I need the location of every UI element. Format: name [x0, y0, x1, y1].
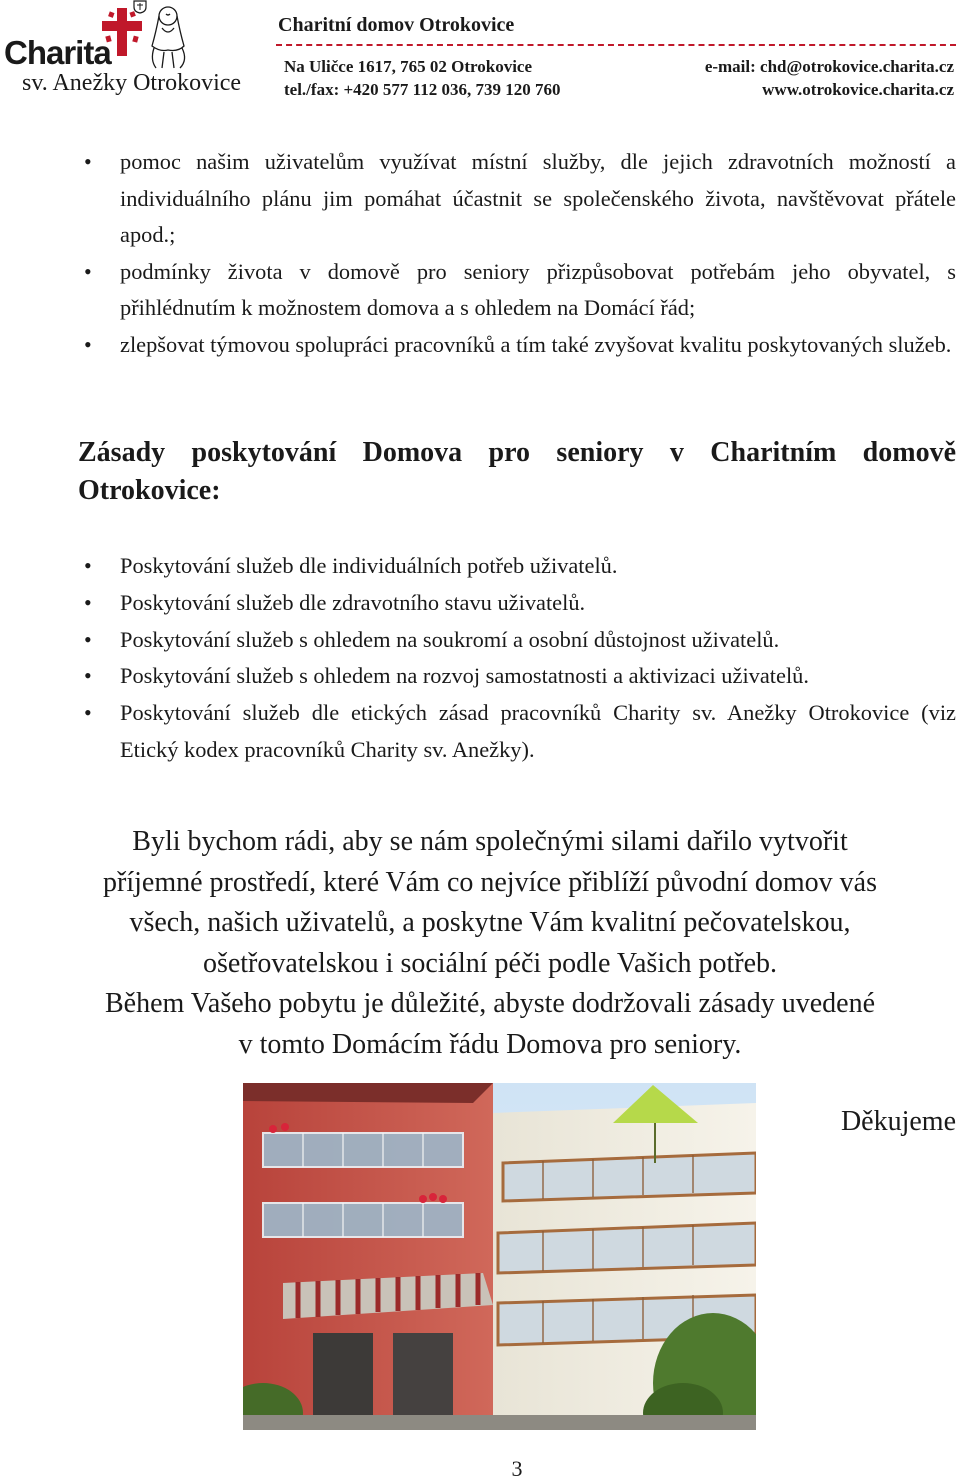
closing-line: Během Vašeho pobytu je důležité, abyste dodržovali zásady uvedené [104, 988, 875, 1019]
principles-list [80, 548, 956, 769]
thank-you: Děkujeme [840, 1106, 956, 1137]
closing-line: ošetřovatelskou i sociální péči podle Vašich potřeb. [202, 947, 778, 979]
closing-line: příjemné prostředí, které Vám co nejvíce přiblíží původní domov vás [103, 866, 877, 898]
bullet-icon: • [84, 258, 92, 284]
bullet-icon: • [84, 553, 92, 578]
closing-line: v tomto Domácím řádu Domova pro seniory. [238, 1028, 742, 1060]
charita-logo [2, 0, 252, 100]
closing-line: Byli bychom rádi, aby se nám společnými silami dařilo vytvořit [132, 826, 848, 857]
logo-subtitle: sv. Anežky Otrokovice [22, 70, 242, 96]
page-number: 3 [511, 1456, 523, 1481]
closing-message [40, 822, 940, 1065]
bullet-icon: • [84, 663, 92, 689]
logo-wordmark: Charita [4, 34, 111, 71]
closing-line: všech, našich uživatelů, a poskytne Vám kvalitní pečovatelskou, [129, 907, 851, 938]
list-item: • Poskytování služeb dle individuálních potřeb uživatelů. [80, 548, 956, 585]
list-item: • Poskytování služeb s ohledem na soukromí a osobní důstojnost uživatelů. [80, 622, 956, 659]
list-item: • podmínky života v domově pro seniory přizpůsobovat potřebám jeho obyvatel, s přihlédnutím k možnostem domova a s ohledem na Domácí řád; [80, 254, 956, 327]
bullet-icon: • [84, 331, 92, 357]
list-item: • pomoc našim uživatelům využívat místní služby, dle jejich zdravotních možností a individuálního plánu jim pomáhat účastnit se společenského života, navštěvovat přátele apod.; [80, 144, 956, 254]
building-illustration [243, 1083, 756, 1430]
letterhead [0, 0, 960, 104]
header-divider [276, 44, 956, 46]
list-item: • Poskytování služeb dle zdravotního stavu uživatelů. [80, 585, 956, 622]
saint-agnes-drawing-icon [142, 2, 192, 70]
phone-fax: tel./fax: +420 577 112 036, 739 120 760 [284, 80, 561, 99]
website-link[interactable]: www.otrokovice.charita.cz [762, 80, 954, 99]
address: Na Uličce 1617, 765 02 Otrokovice [284, 57, 533, 76]
bullet-icon: • [84, 700, 92, 726]
bullet-icon: • [84, 589, 92, 615]
section-heading: Zásady poskytování Domova pro seniory v Charitním domově Otrokovice: [78, 437, 956, 506]
bullet-icon: • [84, 626, 92, 652]
email-link[interactable]: e-mail: chd@otrokovice.charita.cz [704, 57, 954, 76]
organization-name: Charitní domov Otrokovice [278, 14, 515, 36]
list-item: • Poskytování služeb dle etických zásad pracovníků Charity sv. Anežky Otrokovice (viz Etický kodex pracovníků Charity sv. Anežky). [80, 695, 956, 769]
list-item: • Poskytování služeb s ohledem na rozvoj samostatnosti a aktivizaci uživatelů. [80, 658, 956, 695]
building-photo [243, 1083, 756, 1430]
bullet-icon: • [84, 149, 92, 174]
list-item: • zlepšovat týmovou spolupráci pracovníků a tím také zvyšovat kvalitu poskytovaných služeb. [80, 327, 956, 364]
goals-list-continued [80, 144, 956, 363]
